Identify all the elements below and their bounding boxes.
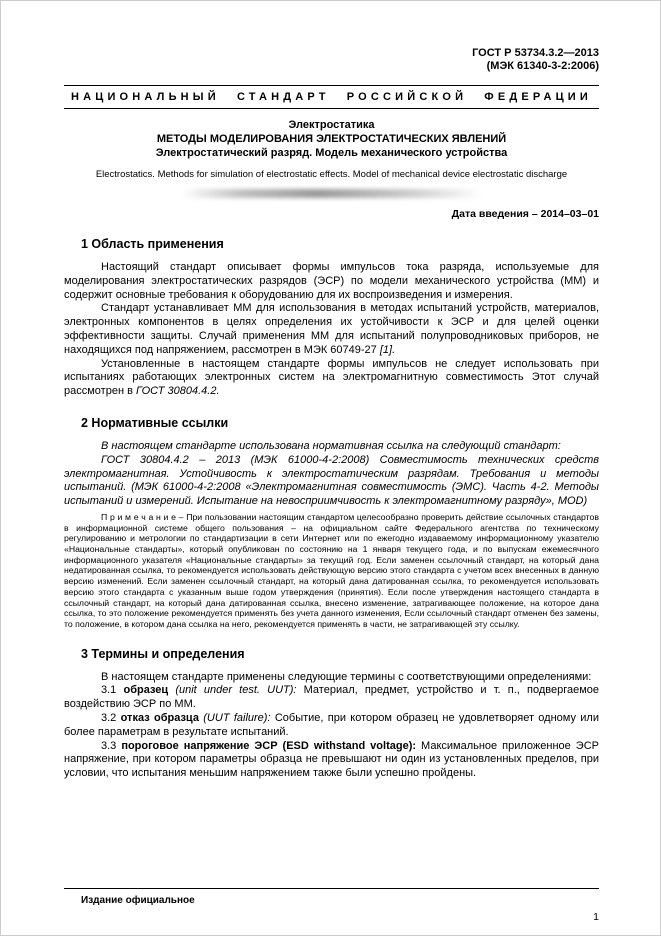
references-note: П р и м е ч а н и е – При пользовании настоящим стандартом целесообразно проверить действие ссылочных стандартов в информационной системе общего пользования – на официальном сайте Федерального агентства по техническому регулированию и метрологии по стандартизации в сети Интернет или по ежегодно издаваемому информационному указателю «Национальные стандарты», который опубликован по состоянию на 1 января текущего года, и по выпускам ежемесячного информационного указателя «Национальные стандарты» за текущий год. Если заменен ссылочный стандарт, на который дана недатированная ссылка, то рекомендуется использовать действующую версию этого стандарта с учетом всех внесенных в данную версию изменений. Если заменен ссылочный стандарт, на который дана датированная ссылка, то рекомендуется использовать версию этого стандарта с указанным выше годом утверждения (принятия). Если после утверждения настоящего стандарта в ссылочный стандарт, на который дана датированная ссылка, внесено изменение, затрагивающее положение, на которое дана ссылка, то это положение рекомендуется применять без учета данного изменения, Если ссылочный стандарт отменен без замены, то положение, в котором дана ссылка на него, рекомендуется применять в части, не затрагивающей эту ссылку. (64, 511, 599, 629)
term-definition-3 (64, 740, 599, 781)
title-block (64, 118, 599, 160)
section-heading-scope: 1 Область применения (81, 237, 224, 251)
term-3-name: пороговое напряжение ЭСР (121, 739, 278, 752)
term-definition-2 (64, 712, 599, 740)
term-3-number: 3.3 (101, 739, 122, 752)
title-subject: Электростатика (288, 119, 375, 131)
page-footer (64, 888, 599, 923)
term-1-number: 3.1 (101, 684, 124, 697)
term-2-name: отказ образца (120, 712, 199, 725)
term-1-english: (unit under test. UUT): (168, 684, 297, 697)
term-3-definition: Максимальное приложенное ЭСР напряжение, при котором параметры образца не превышают ни один из установленных пределов, при условии, что испытания меньшим напряжением также были успешно пройдены. (64, 739, 599, 780)
references-intro: В настоящем стандарте использована нормативная ссылка на следующий стандарт: (101, 439, 561, 452)
edition-label: Издание официальное (81, 895, 195, 906)
effective-date: Дата введения – 2014–03–01 (451, 208, 599, 220)
term-1-definition: Материал, предмет, устройство и т. п., подвергаемое воздействию ЭСР по ММ. (64, 684, 599, 711)
term-2-number: 3.2 (101, 712, 121, 725)
scope-paragraph-2-reference: [1]. (379, 343, 396, 356)
doc-number (64, 47, 599, 73)
term-2-english: (UUT failure): (198, 712, 271, 725)
footer-rule (64, 888, 599, 889)
scope-paragraph-3-text: Установленные в настоящем стандарте формы импульсов не следует использовать при испытаниях работающих электронных систем на электромагнитную совместимость Этот случай рассмотрен в (64, 357, 599, 398)
term-3-english: (ESD withstand voltage): (277, 739, 417, 752)
section-heading-terms: 3 Термины и определения (81, 646, 245, 661)
section-heading-references: 2 Нормативные ссылки (81, 415, 229, 430)
terms-intro: В настоящем стандарте применены следующие термины с соответствующими определениями: (101, 670, 592, 683)
doc-number-line1: ГОСТ Р 53734.3.2—2013 (472, 47, 599, 59)
scope-paragraph-2-text: Стандарт устанавливает ММ для использования в методах испытаний устройств, материалов, электронных компонентов в целях определения их устойчивости к ЭСР и для целей оценки эффективности защиты. Случай применения ММ для испытаний полупроводниковых приборов, не находящихся под напряжением, рассмотрен в МЭК 60749-27 (64, 302, 599, 356)
scope-paragraph-2 (64, 302, 599, 357)
scope-paragraph-1: Настоящий стандарт описывает формы импульсов тока разряда, используемые для моделирования электростатических разрядов (ЭСР) по модели механического устройства (ММ) и содержит основные требования к оборудованию для их воспроизведения и измерения. (64, 261, 599, 301)
page-number: 1 (593, 911, 599, 923)
term-2-definition: Событие, при котором образец не удовлетворяет одному или более параметрам в результате испытаний. (64, 712, 599, 738)
references-standard: ГОСТ 30804.4.2 – 2013 (МЭК 61000-4-2:2008) Совместимость технических средств электромагнитная. Устойчивость к электростатическим разрядам. Требования и методы испытаний. (МЭК 61000-4-2:2008 «Электромагнитная совместимость (ЭМС). Часть 4-2. Методы испытаний и измерений. Испытание на невосприимчивость к электромагнитному разряду», MOD) (64, 453, 599, 508)
doc-number-line2: (МЭК 61340-3-2:2006) (486, 60, 599, 72)
scope-paragraph-3-reference: ГОСТ 30804.4.2. (135, 385, 220, 398)
term-definition-1 (64, 684, 599, 712)
title-english: Electrostatics. Methods for simulation of electrostatic effects. Model of mechanical device electrostatic discharge (95, 169, 568, 180)
divider-smudge (182, 189, 482, 198)
scope-paragraph-3 (64, 358, 599, 399)
title-subtitle: Электростатический разряд. Модель механического устройства (155, 147, 508, 159)
national-standard-banner: НАЦИОНАЛЬНЫЙ СТАНДАРТ РОССИЙСКОЙ ФЕДЕРАЦИИ (64, 85, 599, 109)
term-1-name: образец (123, 684, 169, 697)
title-main: МЕТОДЫ МОДЕЛИРОВАНИЯ ЭЛЕКТРОСТАТИЧЕСКИХ ЯВЛЕНИЙ (156, 133, 507, 145)
